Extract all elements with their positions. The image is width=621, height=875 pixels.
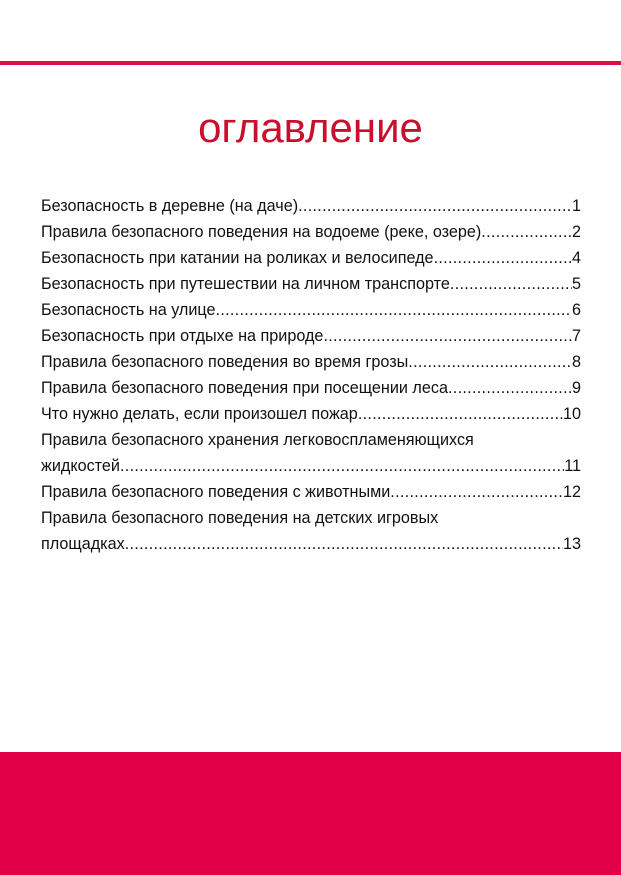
toc-page-number: 6 bbox=[571, 301, 581, 319]
toc-page-number: 7 bbox=[571, 327, 581, 345]
toc-leader-dots bbox=[120, 453, 564, 479]
toc-leader-dots bbox=[448, 375, 572, 401]
toc-page-number: 13 bbox=[562, 535, 581, 553]
toc-entry-title: Безопасность в деревне (на даче) bbox=[41, 197, 299, 215]
toc-leader-dots bbox=[434, 245, 572, 271]
toc-page-number: 10 bbox=[562, 405, 581, 423]
toc-page-number: 5 bbox=[571, 275, 581, 293]
toc-entry-first-line[interactable] bbox=[41, 505, 581, 531]
toc-entry[interactable] bbox=[41, 349, 581, 375]
toc-entry[interactable] bbox=[41, 375, 581, 401]
toc-entry[interactable] bbox=[41, 297, 581, 323]
toc-entry-title: Правила безопасного поведения при посещении леса bbox=[41, 379, 448, 397]
toc-entry-title: Правила безопасного поведения на детских игровых bbox=[41, 509, 439, 527]
toc-entry[interactable] bbox=[41, 531, 581, 557]
toc-entry[interactable] bbox=[41, 479, 581, 505]
toc-leader-dots bbox=[125, 531, 563, 557]
top-divider-line bbox=[0, 61, 621, 65]
toc-entry[interactable] bbox=[41, 323, 581, 349]
toc-entry-title: Правила безопасного поведения на водоеме (реке, озере) bbox=[41, 223, 482, 241]
toc-page-number: 8 bbox=[571, 353, 581, 371]
toc-leader-dots bbox=[408, 349, 572, 375]
toc-entry-title: жидкостей bbox=[41, 457, 120, 475]
toc-page-number: 2 bbox=[571, 223, 581, 241]
toc-page-number: 9 bbox=[571, 379, 581, 397]
toc-entry-title: Безопасность при отдыхе на природе bbox=[41, 327, 324, 345]
toc-leader-dots bbox=[358, 401, 563, 427]
toc-entry[interactable] bbox=[41, 219, 581, 245]
toc-leader-dots bbox=[450, 271, 572, 297]
toc-entry-title: Правила безопасного хранения легковоспламеняющихся bbox=[41, 431, 474, 449]
table-of-contents bbox=[41, 193, 581, 557]
toc-page-number: 11 bbox=[564, 457, 581, 475]
page-title: оглавление bbox=[198, 104, 423, 151]
toc-leader-dots bbox=[216, 297, 572, 323]
toc-page-number: 4 bbox=[571, 249, 581, 267]
toc-leader-dots bbox=[323, 323, 572, 349]
toc-entry[interactable] bbox=[41, 401, 581, 427]
toc-entry[interactable] bbox=[41, 245, 581, 271]
toc-entry-title: Правила безопасного поведения во время грозы bbox=[41, 353, 409, 371]
toc-entry-title: Безопасность на улице bbox=[41, 301, 216, 319]
toc-page-number: 12 bbox=[562, 483, 581, 501]
toc-leader-dots bbox=[481, 219, 572, 245]
toc-page-number: 1 bbox=[571, 197, 581, 215]
bottom-color-band bbox=[0, 752, 621, 875]
toc-entry-first-line[interactable] bbox=[41, 427, 581, 453]
toc-entry[interactable] bbox=[41, 271, 581, 297]
toc-entry-title: Безопасность при путешествии на личном транспорте bbox=[41, 275, 450, 293]
toc-leader-dots bbox=[390, 479, 563, 505]
toc-entry-title: Безопасность при катании на роликах и велосипеде bbox=[41, 249, 434, 267]
toc-entry[interactable] bbox=[41, 193, 581, 219]
toc-entry-title: Правила безопасного поведения с животными bbox=[41, 483, 391, 501]
toc-leader-dots bbox=[298, 193, 572, 219]
toc-entry-title: Что нужно делать, если произошел пожар bbox=[41, 405, 358, 423]
toc-entry-title: площадках bbox=[41, 535, 125, 553]
toc-entry[interactable] bbox=[41, 453, 581, 479]
